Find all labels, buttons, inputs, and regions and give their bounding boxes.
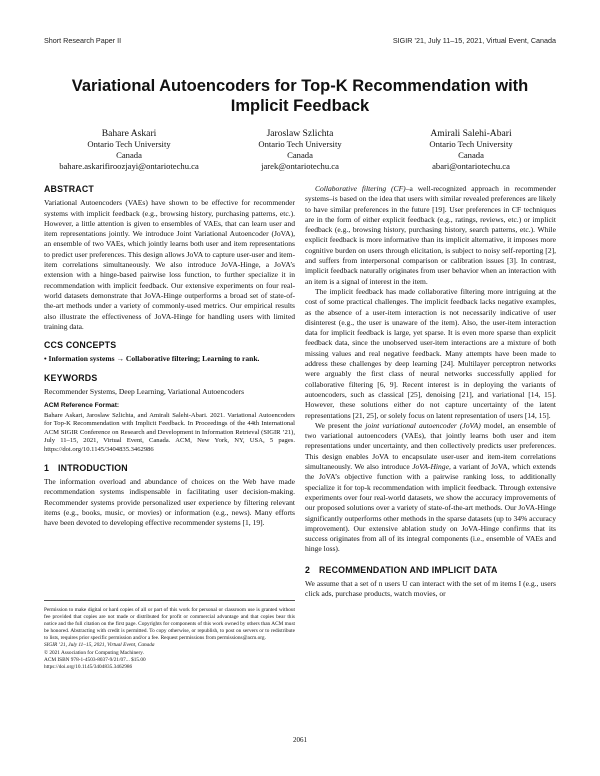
page-number: 2061	[293, 736, 307, 744]
author-email: bahare.askarifiroozjayi@ontariotechu.ca	[59, 161, 199, 171]
left-column	[44, 184, 295, 528]
running-header-left: Short Research Paper II	[44, 36, 122, 45]
intro-paragraph-2	[305, 184, 556, 287]
author-affiliation: Ontario Tech University	[87, 139, 171, 149]
intro-paragraph-2-body: –a well-recognized approach in recommender systems–is based on the idea that users with similar revealed preferences are likely to have similar preferences in the future [19]. User preferences in CF techniques are in the form of either explicit feedback (e.g., ratings, reviews, etc.) or implicit feedback (e.g., browsing history, purchasing history, search patterns, etc.). While explicit feedback is more informative than its implicit alternative, it imposes more cognitive burden on users through elicitation, is subject to noisy self-reporting [2], and suffers from interpersonal comparison or calibration issues [3]. In contrast, implicit feedback naturally originates from user behavior when an interaction with an item is a signal of interest in the item.	[305, 184, 557, 286]
ccs-text: • Information systems → Collaborative filtering; Learning to rank.	[44, 354, 260, 364]
permission-text: Permission to make digital or hard copies of all or part of this work for personal or classroom use is granted without fee provided that copies are not made or distributed for profit or commercial advantage and that copies bear this notice and the full citation on the first page. Copyrights for components of this work owned by others than ACM must be honored. Abstracting with credit is permitted. To copy otherwise, or republish, to post on servers or to redistribute to lists, requires prior specific permission and/or a fee. Request permissions from permissions@acm.org.	[44, 607, 295, 642]
acm-reference-text: Bahare Askari, Jaroslaw Szlichta, and Amirali Salehi-Abari. 2021. Variational Autoencoders for Top-K Recommendation with Implicit Feedback. In Proceedings of the 44th International ACM SIGIR Conference on Research and Development in Information Retrieval (SIGIR ’21), July 11–15, 2021, Virtual Event, Canada. ACM, New York, NY, USA, 5 pages. https://doi.org/10.1145/3404835.3462986	[44, 411, 295, 454]
section-number: 2	[305, 564, 311, 575]
section-1-heading	[44, 463, 295, 473]
author-affiliation: Ontario Tech University	[258, 139, 342, 149]
paper-title	[60, 76, 540, 116]
abstract-heading: ABSTRACT	[44, 184, 94, 194]
section-number: 1	[44, 462, 50, 473]
right-column	[305, 184, 556, 600]
p4-rest: , a variant of JoVA, which extends the JoVA’s objective function with a pairwise ranking loss, to additionally specialize it for top-k recommendation with implicit feedback. Through extensive experiments over four real-world datasets, we show the accuracy improvements of our proposed solutions over a variety of state-of-the-art methods. Our JoVA-Hinge significantly outperforms other methods in the sparse datasets (up to 34% accuracy improvement). Our extensive ablation study on JoVA-Hinge confirms that its success originates from all of its integral components (i.e., ensemble of VAEs and hinge loss).	[305, 462, 556, 554]
copyright-line: © 2021 Association for Computing Machinery.	[44, 649, 144, 656]
p4-lead: We present the	[315, 420, 366, 430]
keywords-heading: KEYWORDS	[44, 372, 98, 383]
author-country: Canada	[287, 150, 313, 160]
title-line-1: Variational Autoencoders for Top-K Recommendation with	[71, 77, 529, 95]
section-title: INTRODUCTION	[58, 462, 128, 473]
author-3	[386, 128, 556, 172]
intro-paragraph-3: The implicit feedback has made collaborative filtering more intriguing at the cost of some practical challenges. The implicit feedback lacks negative examples, as the absence of a user-item interaction is not necessarily indicative of user disinterest (e.g., the user is unaware of the item). Also, the user-item interaction data for implicit feedback is large, yet sparse. It is even more sparse than explicit feedback data, since the unobserved user-item interactions are a mixture of both missing values and real negative feedback. Many attempts have been made to address these challenges by deep learning [24]. Multilayer perceptron networks were arguably the first class of neural networks successfully applied for collaborative filtering [6, 9]. Recent interest is in deploying the variants of autoencoders, such as classical [25], denoising [21], and variational [14, 15]. However, these solutions either do not capture uncertainty of the latent representations [21, 25], or solely focus on latent representation of users [14, 15].	[305, 286, 556, 420]
permission-notice	[44, 600, 295, 671]
ccs-heading: CCS CONCEPTS	[44, 340, 117, 351]
author-name: Amirali Salehi-Abari	[430, 128, 512, 139]
author-1	[44, 128, 214, 172]
author-name: Bahare Askari	[101, 128, 157, 139]
author-affiliation: Ontario Tech University	[429, 139, 513, 149]
cf-term: Collaborative filtering (CF)	[315, 184, 406, 193]
isbn-line: ACM ISBN 978-1-4503-8037-9/21/07... $15.00	[44, 656, 146, 663]
keywords-text: Recommender Systems, Deep Learning, Variational Autoencoders	[44, 387, 245, 397]
author-name: Jaroslaw Szlichta	[266, 128, 334, 139]
section-2-text: We assume that a set of n users U can interact with the set of m items I (e.g., users click ads, purchase products, watch movies, or	[305, 578, 556, 599]
author-email: jarek@ontariotechu.ca	[261, 161, 339, 171]
author-block	[44, 128, 556, 172]
doi-link[interactable]: https://doi.org/10.1145/3404835.3462986	[44, 663, 133, 670]
intro-paragraph-4	[305, 421, 556, 555]
author-email: abari@ontariotechu.ca	[432, 161, 510, 171]
section-2-heading	[305, 565, 556, 575]
p4-mid: model, an ensemble of two variational autoencoders (VAEs), that jointly learns both user and item representations under uncertainty, and then collectively predicts user preferences. This design enables JoVA to encapsulate user-user and item-item correlations simultaneously. We also introduce	[305, 420, 556, 472]
jova-hinge-term: JoVA-Hinge	[412, 462, 449, 472]
author-country: Canada	[116, 150, 142, 160]
author-country: Canada	[458, 150, 484, 160]
intro-paragraph-1: The information overload and abundance of choices on the Web have made recommendation systems indispensable in facilitating user decision-making. Recommender systems provide personalized user experience by filtering relevant items (e.g., books, music, or movies) or information (e.g., news). Many efforts have been devoted to developing effective recommender systems [1, 19].	[44, 476, 295, 528]
author-2	[215, 128, 385, 172]
running-header-right: SIGIR ’21, July 11–15, 2021, Virtual Event, Canada	[392, 36, 556, 45]
acm-reference-heading: ACM Reference Format:	[44, 402, 120, 410]
title-line-2: Implicit Feedback	[230, 97, 370, 115]
conference-line: SIGIR ’21, July 11–15, 2021, Virtual Event, Canada	[44, 642, 155, 649]
jova-term: joint variational autoencoder (JoVA)	[365, 420, 481, 430]
section-title: RECOMMENDATION AND IMPLICIT DATA	[319, 564, 498, 575]
abstract-text: Variational Autoencoders (VAEs) have shown to be effective for recommender systems with implicit feedback (e.g., browsing history, purchasing patterns, etc.). However, a little attention is given to ensembles of VAEs, that can learn user and item representations jointly. We introduce Joint Variational Autoencoder (JoVA), an ensemble of two VAEs, which jointly learns both user and item representations to predict user preferences. This design allows JoVA to capture user-user and item-item correlations simultaneously. We also introduce JoVA-Hinge, a JoVA’s extension with a hinge-based pairwise loss function, to further specialize it in recommendation with implicit feedback. Our extensive experiments on four real-world datasets demonstrate that JoVA-Hinge outperforms a broad set of state-of-the-art methods under a variety of commonly-used metrics. Our empirical results also illustrate the effectiveness of JoVA-Hinge for handling users with limited training data.	[44, 198, 295, 331]
